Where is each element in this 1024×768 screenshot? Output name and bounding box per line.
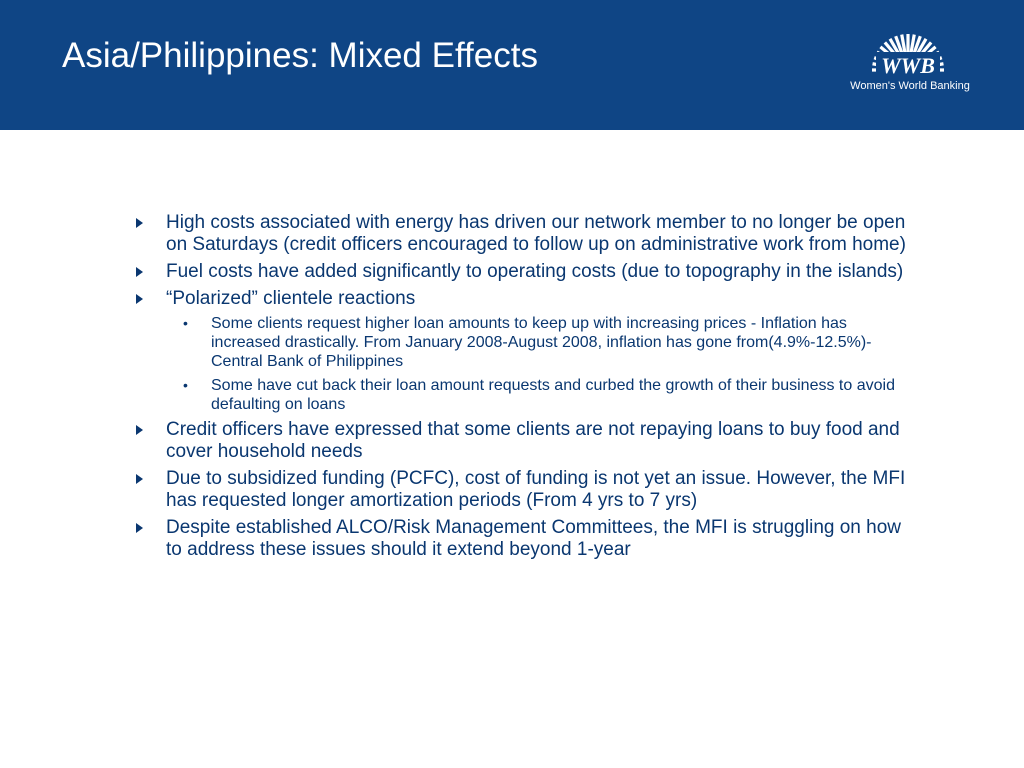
sub-bullet-item [166, 376, 908, 414]
dot-bullet-icon: • [183, 377, 188, 393]
arrow-bullet-icon [136, 425, 143, 435]
arrow-bullet-icon [136, 294, 143, 304]
bullet-text: Fuel costs have added significantly to operating costs (due to topography in the islands) [166, 261, 904, 282]
bullet-text: High costs associated with energy has driven our network member to no longer be open on Saturdays (credit officers encouraged to follow up on administrative work from home) [166, 212, 906, 255]
slide-title: Asia/Philippines: Mixed Effects [62, 36, 538, 75]
bullet-text: Due to subsidized funding (PCFC), cost of funding is not yet an issue. However, the MFI has requested longer amortization periods (From 4 yrs to 7 yrs) [166, 468, 906, 511]
bullet-item [133, 261, 908, 283]
bullet-item [133, 517, 908, 561]
arrow-bullet-icon [136, 218, 143, 228]
bullet-item [133, 288, 908, 414]
bullet-item [133, 468, 908, 512]
logo-monogram: WWB [881, 53, 935, 78]
bullet-text: “Polarized” clientele reactions [166, 288, 416, 309]
dot-bullet-icon: • [183, 315, 188, 331]
bullet-list [133, 212, 908, 566]
arrow-bullet-icon [136, 267, 143, 277]
sub-bullet-list [166, 314, 908, 414]
sub-bullet-item [166, 314, 908, 371]
logo-tagline: Women's World Banking [850, 80, 970, 92]
wwb-logo [838, 30, 978, 100]
sub-bullet-text: Some clients request higher loan amounts to keep up with increasing prices - Inflation has increased drastically. From January 2008-August 2008, inflation has gone from(4.9%-12.5%)- Central Bank of Philippines [211, 315, 872, 370]
bullet-text: Despite established ALCO/Risk Management Committees, the MFI is struggling on how to address these issues should it extend beyond 1-year [166, 517, 901, 560]
bullet-text: Credit officers have expressed that some clients are not repaying loans to buy food and cover household needs [166, 419, 900, 462]
sub-bullet-text: Some have cut back their loan amount requests and curbed the growth of their business to avoid defaulting on loans [211, 377, 895, 413]
header-bar [0, 0, 1024, 130]
bullet-item [133, 212, 908, 256]
arrow-bullet-icon [136, 474, 143, 484]
arrow-bullet-icon [136, 523, 143, 533]
bullet-item [133, 419, 908, 463]
sunburst-icon [838, 30, 978, 82]
